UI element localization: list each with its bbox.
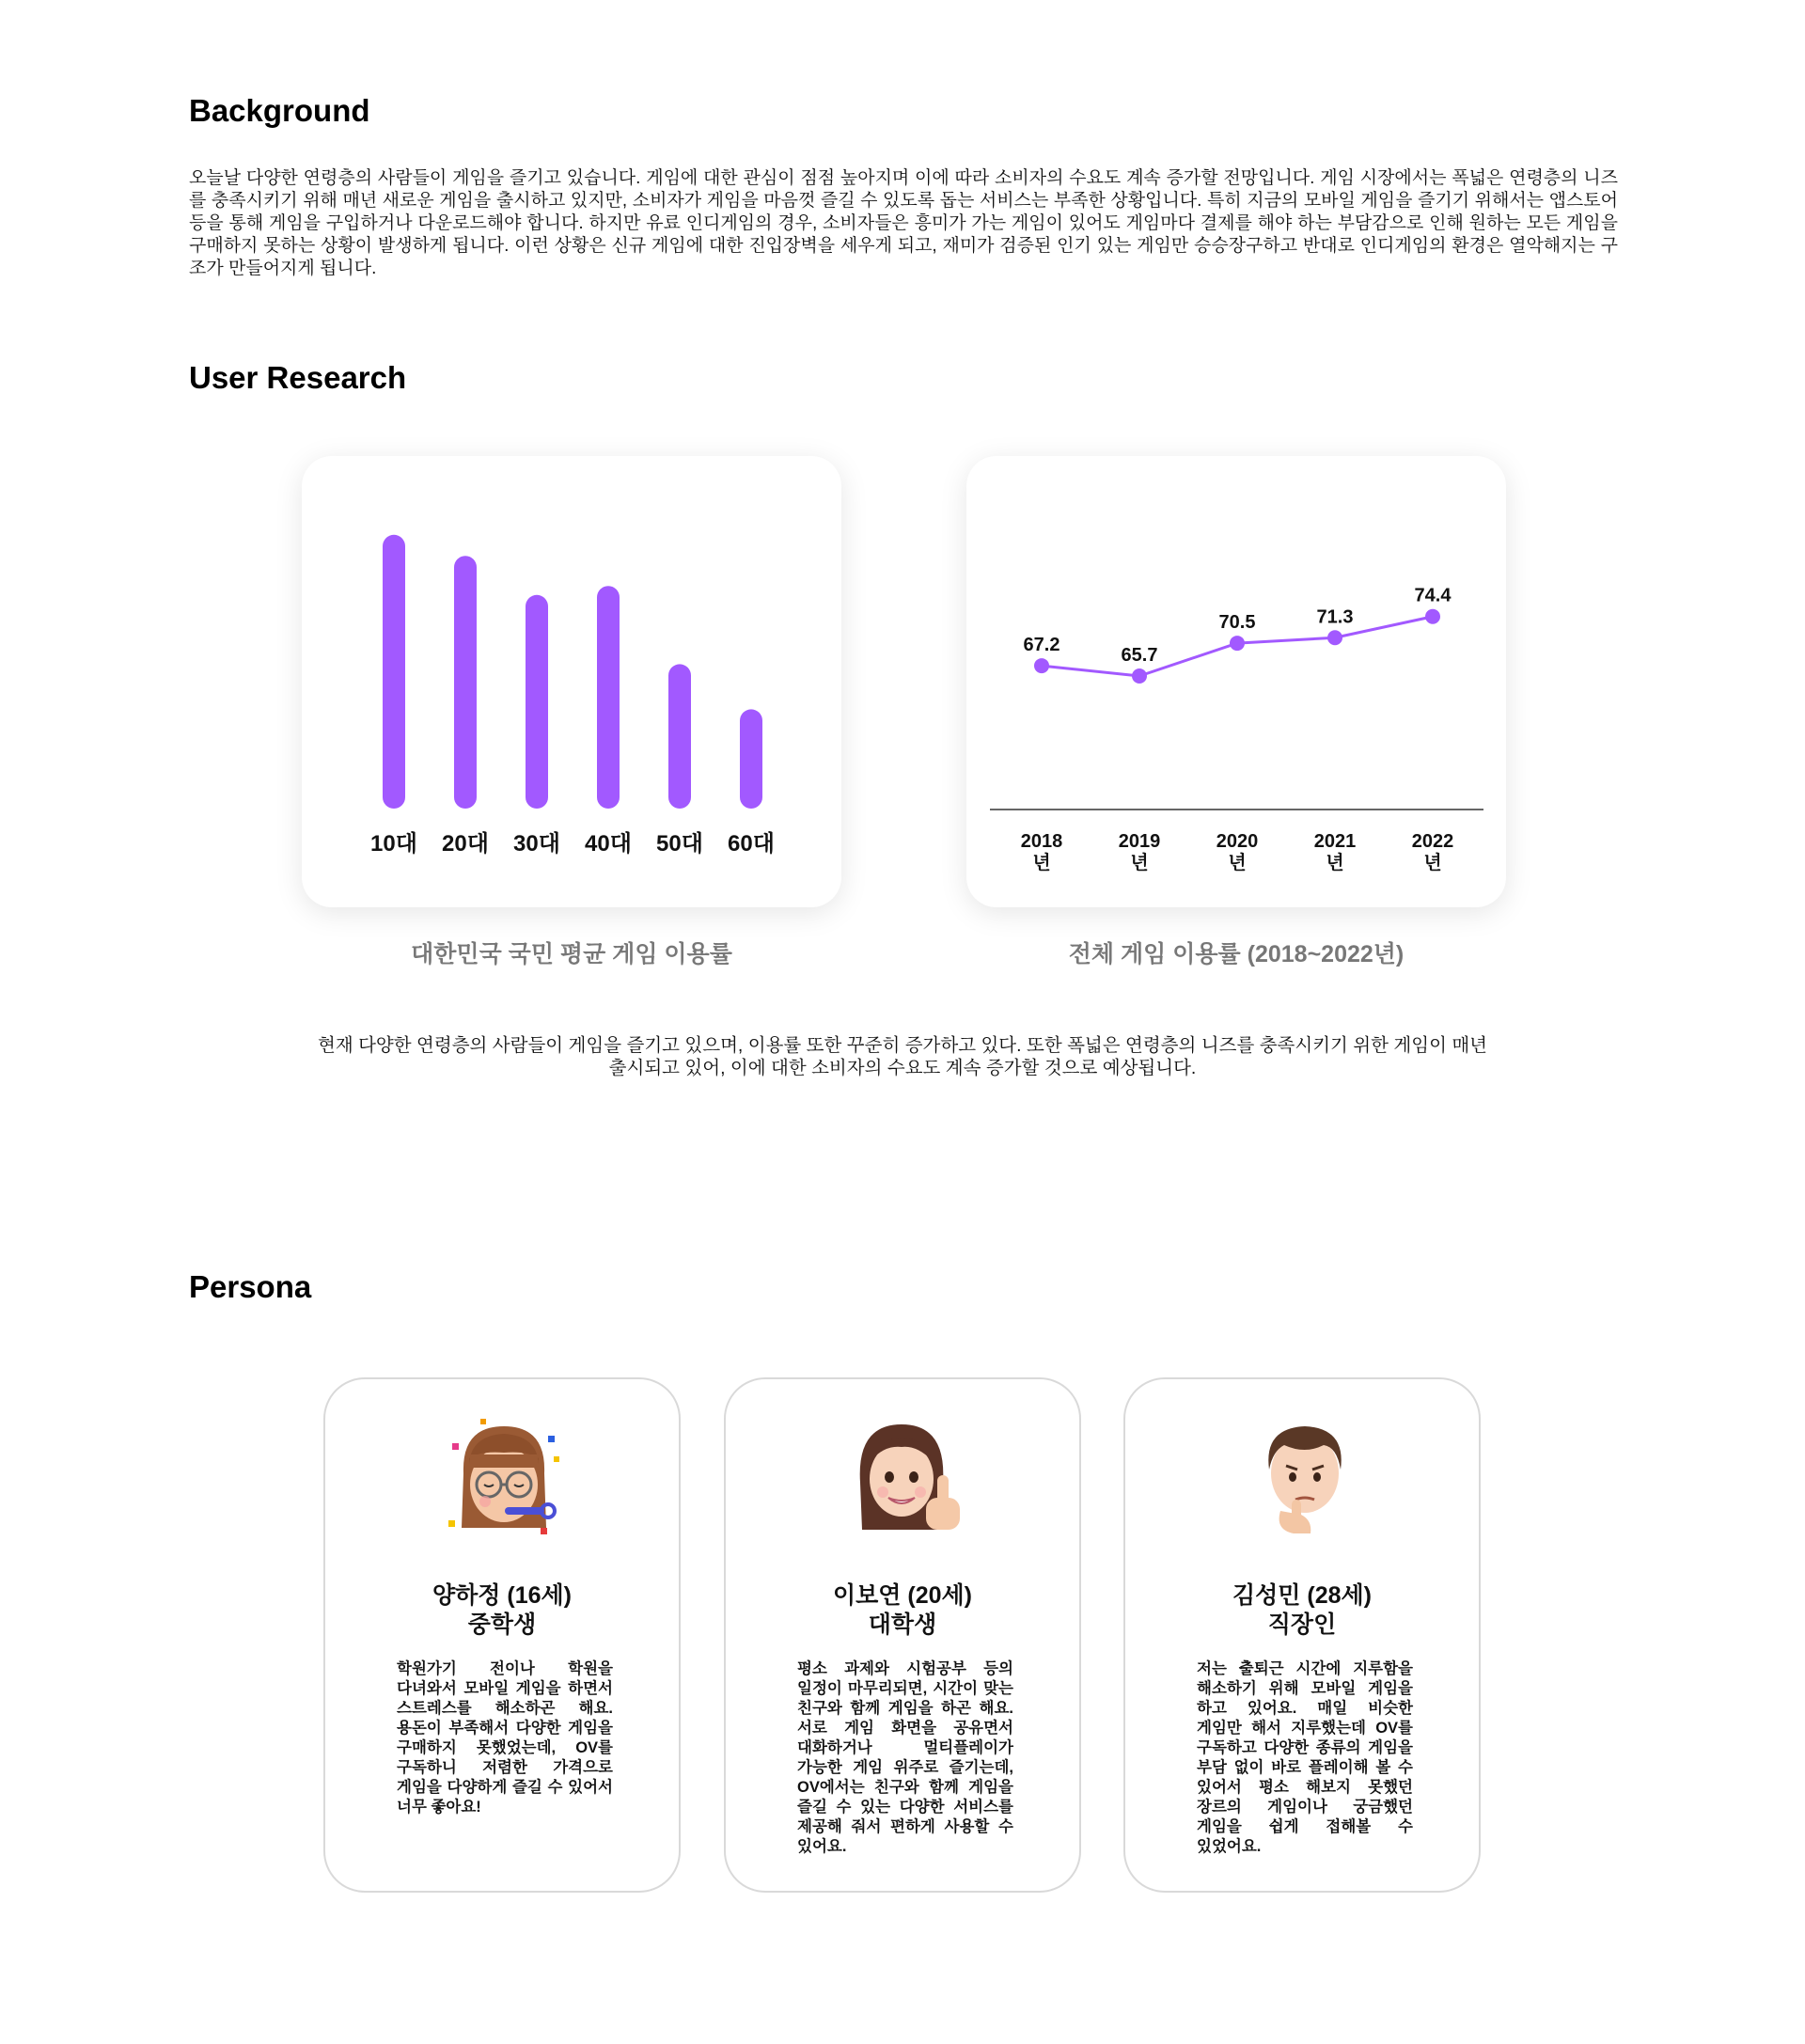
background-text: 오늘날 다양한 연령층의 사람들이 게임을 즐기고 있습니다. 게임에 대한 관심이 점점 높아지며 이에 따라 소비자의 수요도 계속 증가할 전망입니다. 게임 시장에서는 폭넓은 연령층의 니즈를 충족시키기 위해 매년 새로운 게임을 출시하고 있지만, 소비자가 게임을 마음껏 즐길 수 있도록 돕는 서비스는 부족한 상황입니다. 특히 지금의 모바일 게임을 즐기기 위해서는 앱스토어 등을 통해 게임을 구입하거나 다운로드해야 합니다. 하지만 유료 인디게임의 경우, 소비자들은 흥미가 가는 게임이 있어도 게임마다 결제를 해야 하는 부담감으로 인해 원하는 모든 게임을 구매하지 못하는 상황이 발생하게 됩니다. 이런 상황은 신규 게임에 대한 진입장벽을 세우게 되고, 재미가 검증된 인기 있는 게임만 승승장구하고 반대로 인디게임의 환경은 열악해지는 구조가 만들어지게 됩니다. xyxy=(189,168,1618,278)
persona-role: 중학생 xyxy=(467,1612,537,1638)
research-summary: 현재 다양한 연령층의 사람들이 게임을 즐기고 있으며, 이용률 또한 꾸준히 증가하고 있다. 또한 폭넓은 연령층의 니즈를 충족시키기 위한 게임이 매년 출시되고 있어, 이에 대한 소비자의 수요도 계속 증가할 것으로 예상됩니다. xyxy=(318,1035,1487,1078)
persona-quote: 평소 과제와 시험공부 등의 일정이 마무리되면, 시간이 맞는 친구와 함께 게임을 하곤 해요. 서로 게임 화면을 공유면서 대화하거나 멀티플레이가 가능한 게임 위주로 즐기는데, OV에서는 친구와 함께 게임을 즐길 수 있는 다양한 서비스를 제공해 줘서 편하게 사용할 수 있어요. xyxy=(797,1660,1013,1855)
x-tick-label: 2018 년 xyxy=(1020,831,1063,873)
data-label: 71.3 xyxy=(1316,606,1354,628)
bar xyxy=(740,709,762,809)
data-point xyxy=(1034,658,1049,673)
persona-role: 직장인 xyxy=(1267,1612,1337,1638)
persona-quote: 학원가기 전이나 학원을 다녀와서 모바일 게임을 하면서 스트레스를 해소하곤 해요. 용돈이 부족해서 다양한 게임을 구매하지 못했었는데, OV를 구독하니 저렴한 가격으로 게임을 다양하게 즐길 수 있어서 너무 좋아요! xyxy=(397,1660,613,1816)
x-tick-label: 2019 년 xyxy=(1118,831,1161,873)
yearly-chart-caption: 전체 게임 이용률 (2018~2022년) xyxy=(1068,941,1405,967)
bar xyxy=(454,556,477,809)
party-girl-memoji-icon xyxy=(443,1417,565,1539)
age-usage-bar-chart xyxy=(302,456,841,907)
thinking-man-memoji-icon xyxy=(1243,1417,1365,1539)
persona-name: 이보연 (20세) xyxy=(832,1582,972,1609)
persona-quote: 저는 출퇴근 시간에 지루함을 해소하기 위해 모바일 게임을 하고 있어요. 매일 비슷한 게임만 해서 지루했는데 OV를 구독하고 다양한 종류의 게임을 부담 없이 바로 플레이해 볼 수 있어서 평소 해보지 못했던 장르의 게임이나 궁금했던 게임을 쉽게 접해볼 수 있었어요. xyxy=(1197,1660,1413,1855)
data-label: 74.4 xyxy=(1414,585,1452,606)
data-point xyxy=(1327,630,1342,645)
yearly-chart-card xyxy=(966,456,1506,907)
thumbs-up-woman-memoji-icon xyxy=(843,1417,965,1539)
x-tick-label: 2021 년 xyxy=(1313,831,1357,873)
data-point xyxy=(1132,668,1147,684)
persona-title: Persona xyxy=(189,1269,312,1304)
user-research-title: User Research xyxy=(189,360,407,395)
age-chart-card xyxy=(302,456,841,907)
data-point xyxy=(1425,609,1440,624)
x-tick-label: 40대 xyxy=(585,831,632,857)
yearly-usage-line-chart xyxy=(966,456,1506,907)
persona-card xyxy=(1123,1377,1481,1893)
x-tick-label: 2022 년 xyxy=(1411,831,1454,873)
background-title: Background xyxy=(189,93,370,128)
age-chart-caption: 대한민국 국민 평균 게임 이용률 xyxy=(411,941,732,967)
bar xyxy=(597,586,620,809)
persona-name: 김성민 (28세) xyxy=(1232,1582,1372,1609)
data-label: 65.7 xyxy=(1121,645,1158,666)
x-tick-label: 20대 xyxy=(442,831,489,857)
data-label: 67.2 xyxy=(1023,635,1060,656)
persona-name: 양하정 (16세) xyxy=(432,1582,572,1609)
data-label: 70.5 xyxy=(1218,612,1256,634)
data-point xyxy=(1230,636,1245,651)
x-tick-label: 50대 xyxy=(656,831,703,857)
x-tick-label: 10대 xyxy=(370,831,417,857)
persona-card xyxy=(323,1377,681,1893)
bar xyxy=(526,595,548,809)
persona-card xyxy=(724,1377,1081,1893)
x-tick-label: 2020 년 xyxy=(1216,831,1259,873)
bar xyxy=(383,535,405,809)
x-tick-label: 60대 xyxy=(728,831,775,857)
bar xyxy=(668,664,691,809)
persona-role: 대학생 xyxy=(868,1612,937,1638)
x-tick-label: 30대 xyxy=(513,831,560,857)
